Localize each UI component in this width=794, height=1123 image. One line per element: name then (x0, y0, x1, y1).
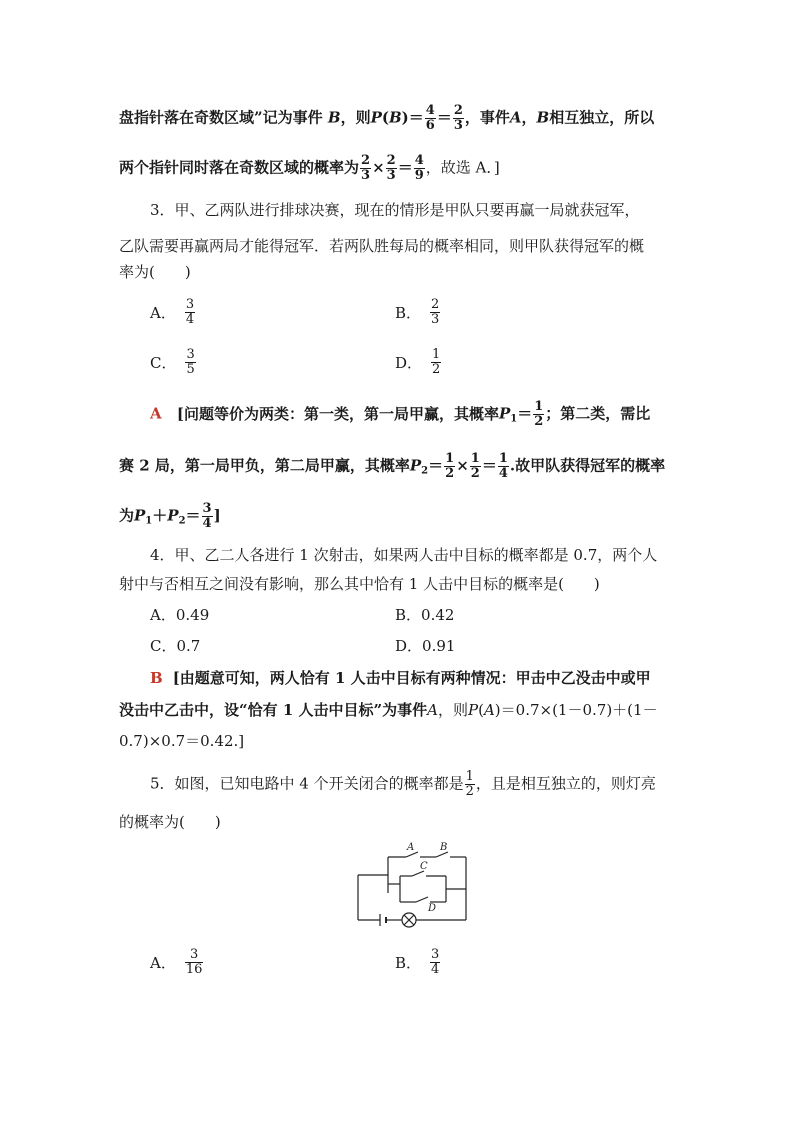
switch-label-a: A (407, 842, 415, 853)
question-4-line-1: 4．甲、乙二人各进行 1 次射击，如果两人击中目标的概率都是 0.7，两个人 (150, 546, 658, 564)
switch-label-c: C (420, 861, 428, 872)
q4-option-b[interactable]: B．0.42 (395, 606, 455, 624)
solution-4-line-2: 没击中乙击中，设“恰有 1 人击中目标”为事件A，则P(A)＝0.7×(1－0.7)＋(1－ (119, 701, 658, 719)
lamp-icon (402, 913, 416, 927)
q3-option-c[interactable]: C． $\frac{3}{5}$ (150, 347, 195, 377)
q5-option-b[interactable]: B． $\frac{3}{4}$ (395, 947, 440, 977)
fraction: $\frac{2}{3}$ (386, 153, 396, 183)
fraction: $\frac{2}{3}$ (361, 153, 371, 183)
solution-2-line-2: 两个指针同时落在奇数区域的概率为 $\frac{2}{3}$ × $\frac{2}{3}$ ＝ $\frac{4}{9}$ ，故选 A．] (119, 153, 500, 183)
answer-letter: B (150, 669, 163, 687)
switch-label-b: B (440, 842, 448, 853)
question-5-line-2: 的概率为( ) (119, 813, 221, 831)
question-3-line-3: 率为( ) (119, 263, 191, 281)
circuit-diagram (350, 840, 500, 930)
q4-option-a[interactable]: A．0.49 (150, 606, 210, 624)
switch-label-d: D (428, 903, 437, 914)
q3-option-b[interactable]: B． $\frac{2}{3}$ (395, 297, 440, 327)
solution-3-line-1: A [问题等价为两类：第一类，第一局甲赢，其概率$P_1=$ $\frac{1}{2}$ ；第二类，需比 (150, 399, 651, 429)
q3-option-d[interactable]: D． $\frac{1}{2}$ (395, 347, 441, 377)
solution-3-line-2: 赛 2 局，第一局甲负，第二局甲赢，其概率$P_2=$ $\frac{1}{2}$ × $\frac{1}{2}$ ＝ $\frac{1}{4}$ .故甲队获得冠军的概率 (119, 451, 666, 481)
question-3-line-1: 3．甲、乙两队进行排球决赛，现在的情形是甲队只要再赢一局就获冠军， (150, 201, 640, 219)
solution-3-line-3: 为$P_1+P_2=$ $\frac{3}{4}$ ] (119, 501, 221, 531)
answer-letter: A (150, 404, 162, 423)
fraction: $\frac{4}{6}$ (425, 103, 435, 133)
fraction: $\frac{2}{3}$ (453, 103, 463, 133)
fraction: $\frac{4}{9}$ (414, 153, 424, 183)
question-3-line-2: 乙队需要再赢两局才能得冠军．若两队胜每局的概率相同，则甲队获得冠军的概 (119, 237, 645, 255)
solution-2-line-1: 盘指针落在奇数区域”记为事件 B，则P(B)＝ $\frac{4}{6}$ ＝ $\frac{2}{3}$ ，事件A，B相互独立，所以 (119, 103, 655, 133)
q3-option-a[interactable]: A． $\frac{3}{4}$ (150, 297, 195, 327)
solution-4-line-1: B [由题意可知，两人恰有 1 人击中目标有两种情况：甲击中乙没击中或甲 (150, 669, 651, 687)
question-4-line-2: 射中与否相互之间没有影响，那么其中恰有 1 人击中目标的概率是( ) (119, 575, 600, 593)
q5-option-a[interactable]: A． $\frac{3}{16}$ (150, 947, 203, 977)
question-5-line-1: 5．如图，已知电路中 4 个开关闭合的概率都是 $\frac{1}{2}$ ，且是相互独立的，则灯亮 (150, 769, 656, 799)
q4-option-d[interactable]: D．0.91 (395, 637, 456, 655)
solution-4-line-3: 0.7)×0.7＝0.42.] (119, 732, 245, 750)
q4-option-c[interactable]: C．0.7 (150, 637, 201, 655)
